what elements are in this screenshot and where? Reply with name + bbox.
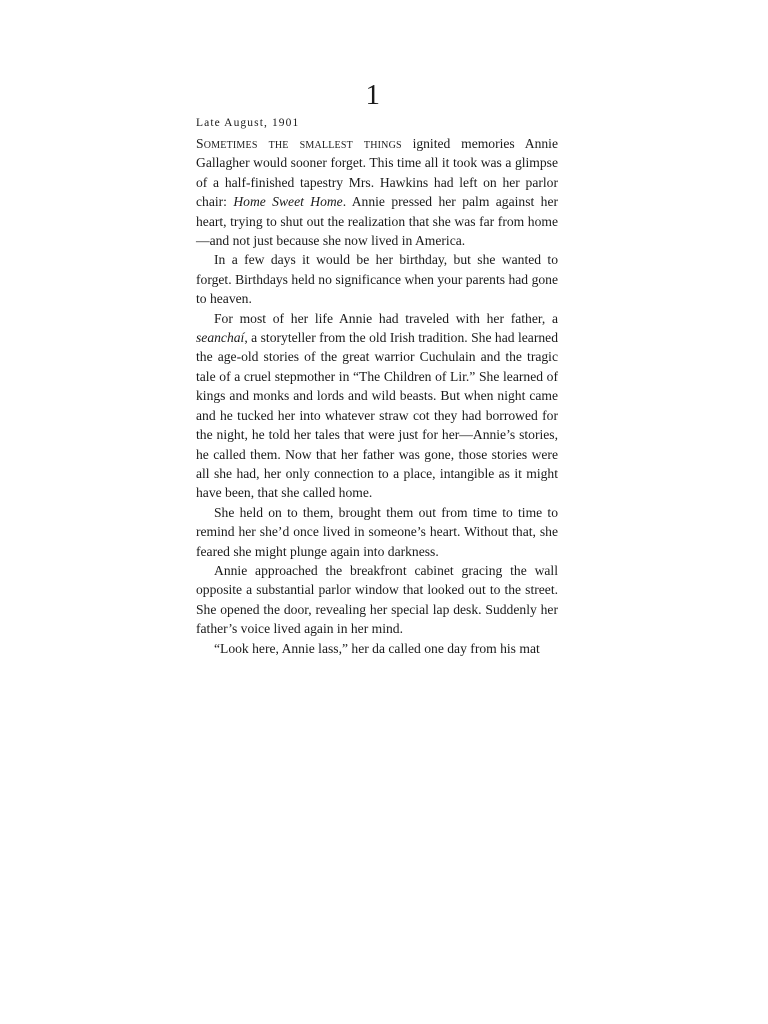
paragraph-3-text-a: For most of her life Annie had traveled with her father, a [214,310,558,326]
paragraph-1-text-a: ignited memories Annie Gallagher would sooner forget. This time all it took was a glimpse of a half-finished tapestry Mrs. Hawkins had left on her parlor chair: [196,136,558,210]
paragraph-3 [196,309,558,503]
book-page [196,78,558,658]
paragraph-6: “Look here, Annie lass,” her da called one day from his mat [214,640,540,656]
paragraph-1 [196,134,558,250]
seanchai-term: seanchaí [196,330,245,346]
paragraph-1-text-b: . Annie pressed her palm against her heart, trying to shut out the realization that she was far from home—and not just because she now lived in America. [196,194,559,249]
paragraph-2: In a few days it would be her birthday, but she wanted to forget. Birthdays held no significance when your parents had gone to heaven. [196,252,558,307]
tapestry-title: Home Sweet Home [233,194,343,210]
chapter-dateline: Late August, 1901 [196,117,300,129]
chapter-number: 1 [365,79,380,111]
paragraph-5: Annie approached the breakfront cabinet gracing the wall opposite a substantial parlor window that looked out to the street. She opened the door, revealing her special lap desk. Suddenly her father’s voice lived again in her mind. [196,562,558,637]
lead-in-smallcaps: Sometimes the smallest things [196,136,402,151]
paragraph-4: She held on to them, brought them out from time to time to remind her she’d once lived in someone’s heart. Without that, she feared she might plunge again into darkness. [196,504,558,559]
paragraph-3-text-b: , a storyteller from the old Irish tradition. She had learned the age-old stories of the great warrior Cuchulain and the tragic tale of a cruel stepmother in “The Children of Lir.” She learned of kings and monks and lords and wild beasts. But when night came and he tucked her into whatever straw cot they had borrowed for the night, he told her tales that were just for her—Annie’s stories, he called them. Now that her father was gone, those stories were all she had, her only connection to a place, intangible as it might have been, that she called home. [196,330,558,501]
